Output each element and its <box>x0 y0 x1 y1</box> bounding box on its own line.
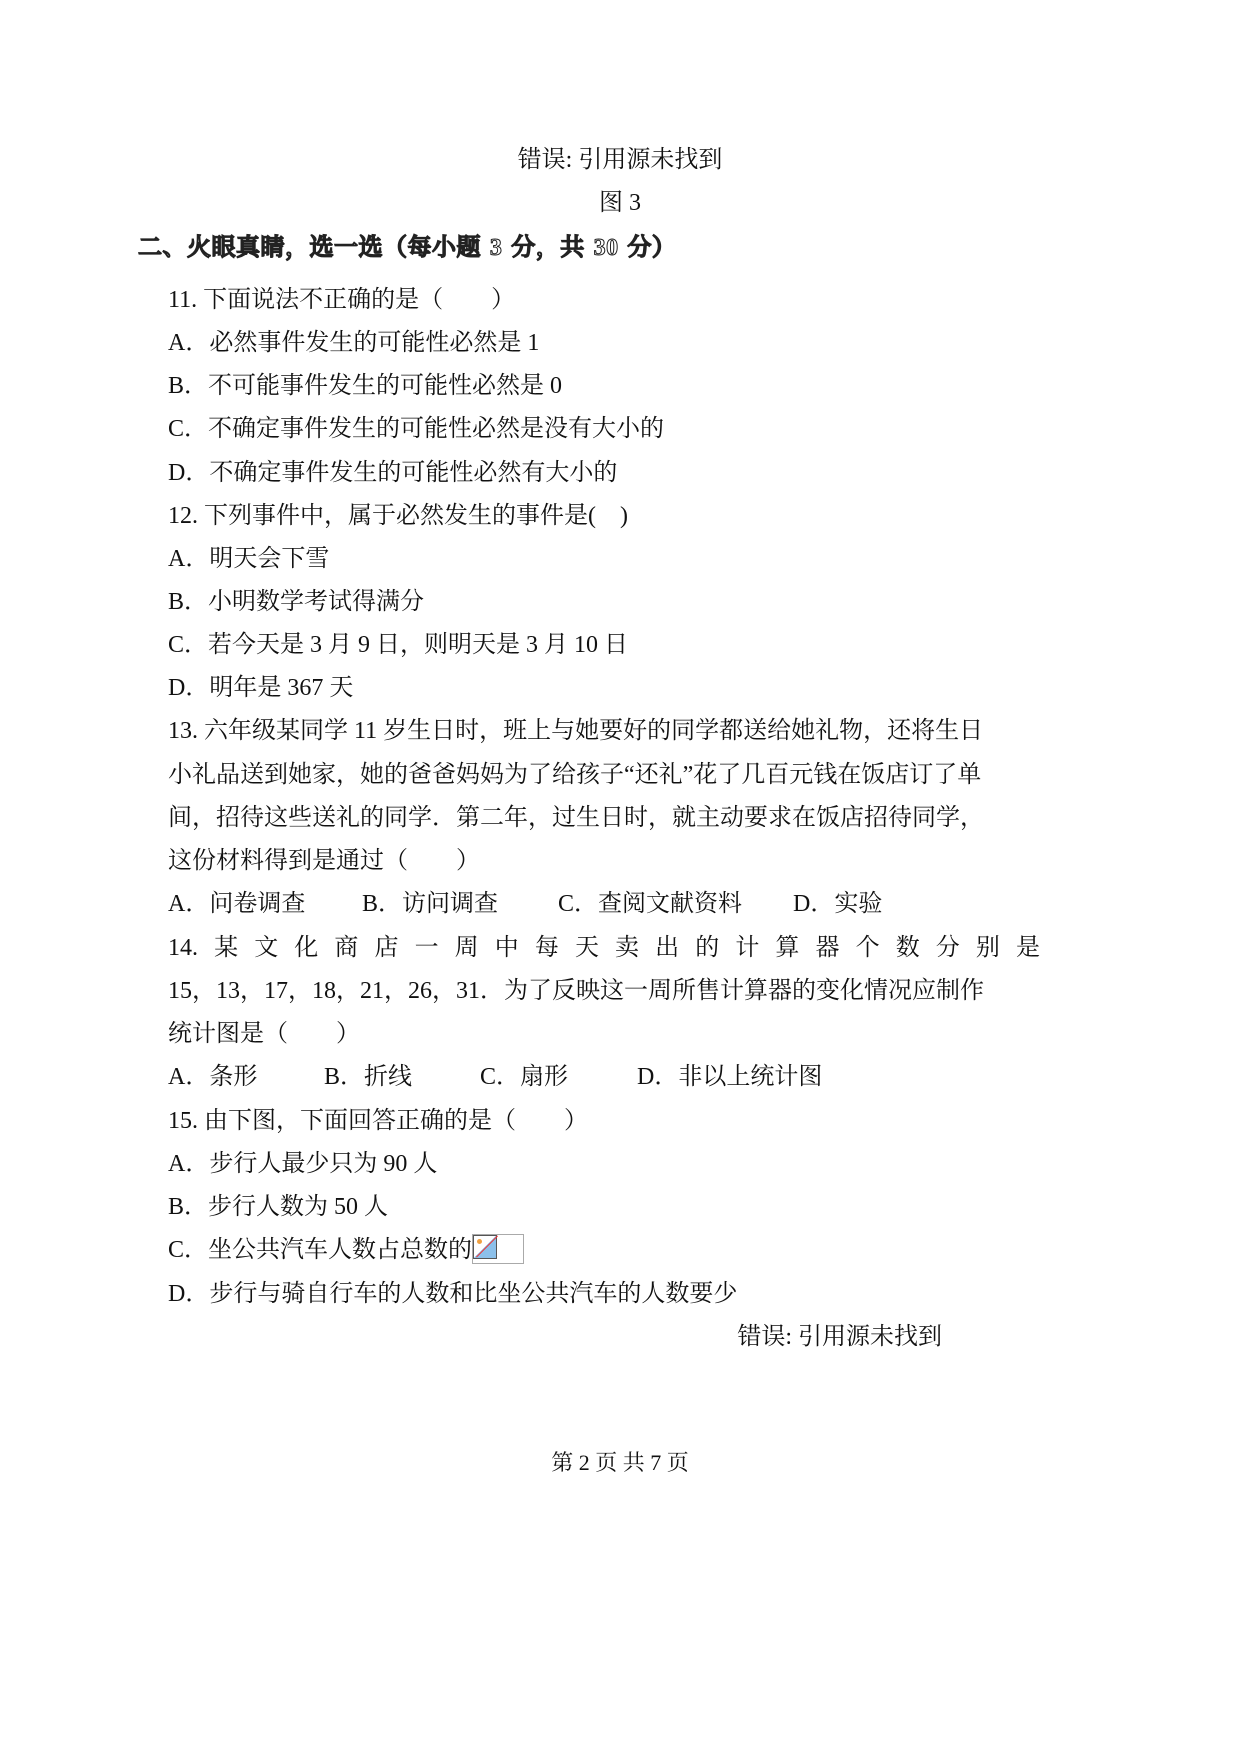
question-11-option-b: B．不可能事件发生的可能性必然是 0 <box>168 373 563 399</box>
question-13-stem-line-1: 13. 六年级某同学 11 岁生日时，班上与她要好的同学都送给她礼物，还将生日 <box>168 718 984 744</box>
stem-char: 卖 <box>615 935 640 961</box>
question-14-option-a: A．条形 <box>168 1064 258 1090</box>
question-14-number: 14. <box>168 935 198 961</box>
stem-char: 店 <box>374 935 399 961</box>
question-15-option-a: A．步行人最少只为 90 人 <box>168 1151 438 1177</box>
question-14-stem-line-1 <box>168 933 1040 963</box>
question-14-option-c: C．扇形 <box>480 1064 569 1090</box>
question-13-option-d: D．实验 <box>793 891 883 917</box>
stem-char: 化 <box>294 935 319 961</box>
stem-char: 一 <box>414 935 439 961</box>
question-13-option-c: C．查阅文献资料 <box>558 891 743 917</box>
stem-char: 的 <box>695 935 720 961</box>
question-15-option-c-row <box>168 1235 524 1266</box>
stem-char: 分 <box>935 935 960 961</box>
question-15-figure-error-reference: 错误: 引用源未找到 <box>737 1324 942 1350</box>
question-12-option-a: A．明天会下雪 <box>168 546 330 572</box>
question-14-stem-line-2: 15，13，17，18，21，26，31．为了反映这一周所售计算器的变化情况应制作 <box>168 978 984 1004</box>
stem-char: 周 <box>454 935 479 961</box>
heading-mid: 分，共 <box>502 233 594 261</box>
heading-prefix: 二、火眼真睛，选一选（每小题 <box>138 233 490 261</box>
stem-char: 是 <box>1015 935 1040 961</box>
question-11-stem: 11. 下面说法不正确的是（ ） <box>168 287 516 313</box>
figure-caption: 图 3 <box>599 190 641 216</box>
question-11-option-a: A．必然事件发生的可能性必然是 1 <box>168 330 540 356</box>
stem-char: 出 <box>655 935 680 961</box>
question-14-option-b: B．折线 <box>324 1064 413 1090</box>
stem-char: 别 <box>975 935 1000 961</box>
stem-char: 文 <box>254 935 279 961</box>
stem-char: 中 <box>494 935 519 961</box>
question-13-stem-line-4: 这份材料得到是通过（ ） <box>168 848 480 874</box>
question-15-option-c: C．坐公共汽车人数占总数的 <box>168 1237 473 1263</box>
broken-image-glyph <box>473 1235 497 1259</box>
question-13-option-a: A．问卷调查 <box>168 891 306 917</box>
question-12-option-d: D．明年是 367 天 <box>168 675 354 701</box>
heading-suffix: 分） <box>618 233 677 261</box>
question-12-option-c: C．若今天是 3 月 9 日，则明天是 3 月 10 日 <box>168 632 629 658</box>
page-footer: 第 2 页 共 7 页 <box>551 1450 689 1475</box>
stem-char: 每 <box>534 935 559 961</box>
stem-char: 器 <box>815 935 840 961</box>
heading-points-each: 3 <box>489 235 503 261</box>
question-13-stem-line-2: 小礼品送到她家，她的爸爸妈妈为了给孩子“还礼”花了几百元钱在饭店订了单 <box>168 762 982 788</box>
stem-char: 商 <box>334 935 359 961</box>
question-14-option-d: D．非以上统计图 <box>637 1064 823 1090</box>
stem-char: 个 <box>855 935 880 961</box>
stem-char: 算 <box>775 935 800 961</box>
question-15-option-d: D．步行与骑自行车的人数和比坐公共汽车的人数要少 <box>168 1281 738 1307</box>
question-13-stem-line-3: 间，招待这些送礼的同学．第二年，过生日时，就主动要求在饭店招待同学， <box>168 805 984 831</box>
question-12-option-b: B．小明数学考试得满分 <box>168 589 425 615</box>
figure-error-reference: 错误: 引用源未找到 <box>517 147 723 173</box>
question-11-option-c: C．不确定事件发生的可能性必然是没有大小的 <box>168 416 665 442</box>
heading-points-total: 30 <box>593 235 619 261</box>
question-15-option-b: B．步行人数为 50 人 <box>168 1194 389 1220</box>
question-11-option-d: D．不确定事件发生的可能性必然有大小的 <box>168 460 618 486</box>
stem-char: 计 <box>735 935 760 961</box>
stem-char: 某 <box>214 935 239 961</box>
question-14-stem-line-3: 统计图是（ ） <box>168 1021 360 1047</box>
section-heading <box>138 232 676 263</box>
stem-char: 天 <box>574 935 599 961</box>
question-13-option-b: B．访问调查 <box>362 891 499 917</box>
stem-char: 数 <box>895 935 920 961</box>
question-12-stem: 12. 下列事件中，属于必然发生的事件是( ) <box>168 503 628 529</box>
broken-image-icon <box>472 1234 524 1264</box>
question-15-stem: 15. 由下图，下面回答正确的是（ ） <box>168 1108 588 1134</box>
